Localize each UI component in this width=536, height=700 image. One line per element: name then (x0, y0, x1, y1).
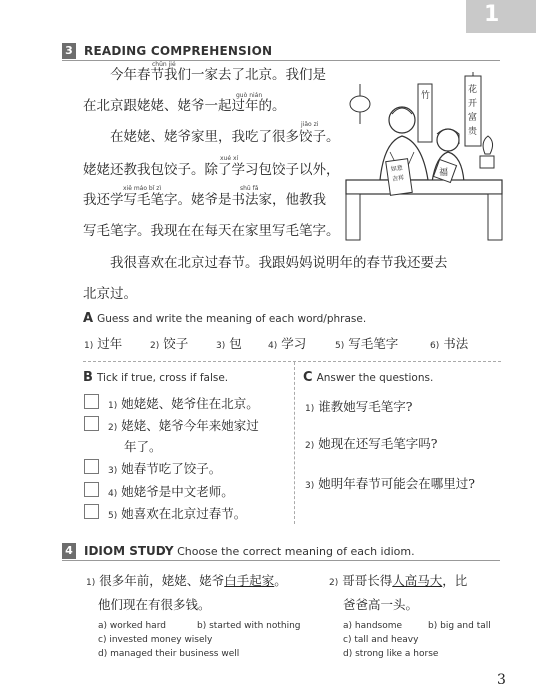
part-b-heading (83, 370, 228, 385)
idiom-q1-option-d-text: managed their business well (110, 649, 240, 659)
part-c-item-1: 1) 谁教她写毛笔字? (305, 399, 413, 414)
part-b-item-3-text: 她春节吃了饺子。 (121, 461, 222, 476)
part-b-item-2-cont: 年了。 (124, 439, 162, 454)
scroll-right-text: 花开富贵 (468, 85, 478, 137)
part-c-item-2-text: 她现在还写毛笔字吗? (318, 436, 438, 451)
passage-line-4: 姥姥还教我包饺子。除了学习包饺子以外， (83, 162, 340, 178)
part-a-divider (83, 361, 501, 362)
idiom-q1-num: 1) (86, 578, 96, 588)
part-c-item-3-text: 她明年春节可能会在哪里过? (318, 476, 475, 491)
section-4-instruction: Choose the correct meaning of each idiom. (177, 545, 415, 558)
part-a-item-2-text: 饺子 (163, 336, 189, 351)
part-a-item-6: 6) 书法 (430, 336, 469, 351)
idiom-q2-option-d-text: strong like a horse (355, 649, 439, 659)
part-b-item-4-text: 她姥爷是中文老师。 (121, 484, 234, 499)
part-a-letter: A (83, 311, 94, 326)
pinyin-chunjie: chūn jié (152, 61, 176, 68)
section-3-title: READING COMPREHENSION (84, 44, 273, 58)
passage-line-2: 在北京跟姥姥、姥爷一起过年的。 (83, 98, 286, 114)
pinyin-guonian: guò nián (236, 92, 263, 99)
idiom-q2-num: 2) (329, 578, 339, 588)
idiom-q2-line2: 爸爸高一头。 (343, 597, 419, 612)
fu-character: 福 (439, 168, 449, 178)
part-c-letter: C (303, 370, 313, 385)
part-a-item-3: 3) 包 (216, 336, 242, 351)
desk-paper-text: 如意吉祥 (390, 164, 405, 183)
idiom-q1-option-a-text: worked hard (109, 621, 166, 631)
idiom-q2-option-d[interactable]: d) strong like a horse (343, 649, 439, 659)
b-c-divider (294, 362, 295, 524)
idiom-q2-option-b[interactable]: b) big and tall (428, 621, 491, 631)
calligraphy-illustration (340, 62, 505, 242)
part-a-item-1: 1) 过年 (84, 336, 123, 351)
part-c-item-2: 2) 她现在还写毛笔字吗? (305, 436, 438, 451)
pinyin-xiemaobizi: xiě máo bǐ zì (123, 185, 162, 192)
part-a-heading (83, 311, 366, 326)
part-a-item-6-text: 书法 (443, 336, 469, 351)
section-3-number: 3 (65, 44, 73, 57)
part-b-item-4: 4) 她姥爷是中文老师。 (108, 484, 234, 499)
section-4-number: 4 (65, 544, 73, 557)
part-a-item-1-text: 过年 (97, 336, 123, 351)
idiom-q1-option-d[interactable]: d) managed their business well (98, 649, 240, 659)
section-4-title: IDIOM STUDY (84, 544, 174, 558)
idiom-q1-option-c[interactable]: c) invested money wisely (98, 635, 213, 645)
section-4-heading (84, 544, 415, 558)
section-3-number-box (62, 43, 76, 59)
part-b-item-1: 1) 她姥姥、姥爷住在北京。 (108, 396, 259, 411)
part-b-checkbox-4[interactable] (84, 482, 99, 497)
idiom-q2-post: ，比 (442, 573, 468, 588)
part-a-item-5-text: 写毛笔字 (348, 336, 399, 351)
part-b-item-3: 3) 她春节吃了饺子。 (108, 461, 222, 476)
section-4-number-box (62, 543, 76, 559)
part-a-item-5: 5) 写毛笔字 (335, 336, 399, 351)
pinyin-shufa: shū fǎ (240, 185, 259, 192)
pinyin-jiaozi: jiǎo zi (301, 121, 319, 128)
page-number: 3 (497, 672, 506, 688)
idiom-q1-option-a[interactable]: a) worked hard (98, 621, 166, 631)
idiom-q1-post: 。 (274, 573, 287, 588)
part-a-instruction: Guess and write the meaning of each word/phrase. (97, 313, 367, 325)
part-c-item-3: 3) 她明年春节可能会在哪里过? (305, 476, 475, 491)
scroll-left-text: 竹 (421, 91, 431, 101)
part-b-item-2-text: 姥姥、姥爷今年来她家过 (121, 418, 259, 433)
passage-line-1: 今年春节我们一家去了北京。我们是 (110, 67, 326, 83)
part-c-heading (303, 370, 433, 385)
section-3-rule (62, 60, 500, 61)
part-b-checkbox-5[interactable] (84, 504, 99, 519)
passage-line-5: 我还学写毛笔字。姥爷是书法家，他教我 (83, 192, 326, 208)
passage-line-6: 写毛笔字。我现在在每天在家里写毛笔字。 (83, 223, 340, 239)
part-c-item-1-text: 谁教她写毛笔字? (318, 399, 413, 414)
part-a-item-4-text: 学习 (281, 336, 307, 351)
part-b-checkbox-2[interactable] (84, 416, 99, 431)
part-b-checkbox-1[interactable] (84, 394, 99, 409)
idiom-q1-idiom: 白手起家 (224, 573, 275, 588)
part-b-item-5-text: 她喜欢在北京过春节。 (121, 506, 247, 521)
idiom-q1-line2: 他们现在有很多钱。 (98, 597, 211, 612)
part-b-item-2: 2) 姥姥、姥爷今年来她家过 (108, 418, 259, 433)
part-a-item-3-text: 包 (229, 336, 242, 351)
idiom-q2-pre: 哥哥长得 (342, 573, 393, 588)
idiom-q2-idiom: 人高马大 (392, 573, 443, 588)
pinyin-xuexi: xué xí (220, 155, 239, 162)
part-a-item-2: 2) 饺子 (150, 336, 189, 351)
idiom-q2-option-c[interactable]: c) tall and heavy (343, 635, 419, 645)
passage-line-8: 北京过。 (83, 286, 137, 302)
idiom-q2-line1 (329, 571, 467, 589)
chapter-tab (466, 0, 536, 33)
passage-line-3: 在姥姥、姥爷家里，我吃了很多饺子。 (110, 129, 340, 145)
idiom-q1-option-c-text: invested money wisely (109, 635, 213, 645)
idiom-q2-option-b-text: big and tall (440, 621, 491, 631)
idiom-q1-pre: 很多年前，姥姥、姥爷 (99, 573, 225, 588)
part-c-instruction: Answer the questions. (316, 372, 434, 384)
part-b-item-1-text: 她姥姥、姥爷住在北京。 (121, 396, 259, 411)
idiom-q1-option-b[interactable]: b) started with nothing (197, 621, 301, 631)
section-4-rule (62, 560, 500, 561)
part-b-checkbox-3[interactable] (84, 459, 99, 474)
idiom-q2-option-a-text: handsome (354, 621, 403, 631)
idiom-q2-option-a[interactable]: a) handsome (343, 621, 403, 631)
part-a-item-4: 4) 学习 (268, 336, 307, 351)
part-b-letter: B (83, 370, 93, 385)
idiom-q2-option-c-text: tall and heavy (354, 635, 419, 645)
passage-line-7: 我很喜欢在北京过春节。我跟妈妈说明年的春节我还要去 (110, 255, 448, 271)
chapter-tab-number: 1 (484, 2, 500, 27)
idiom-q1-option-b-text: started with nothing (209, 621, 301, 631)
idiom-q1-line1 (86, 571, 287, 589)
part-b-instruction: Tick if true, cross if false. (96, 372, 229, 384)
part-b-item-5: 5) 她喜欢在北京过春节。 (108, 506, 247, 521)
